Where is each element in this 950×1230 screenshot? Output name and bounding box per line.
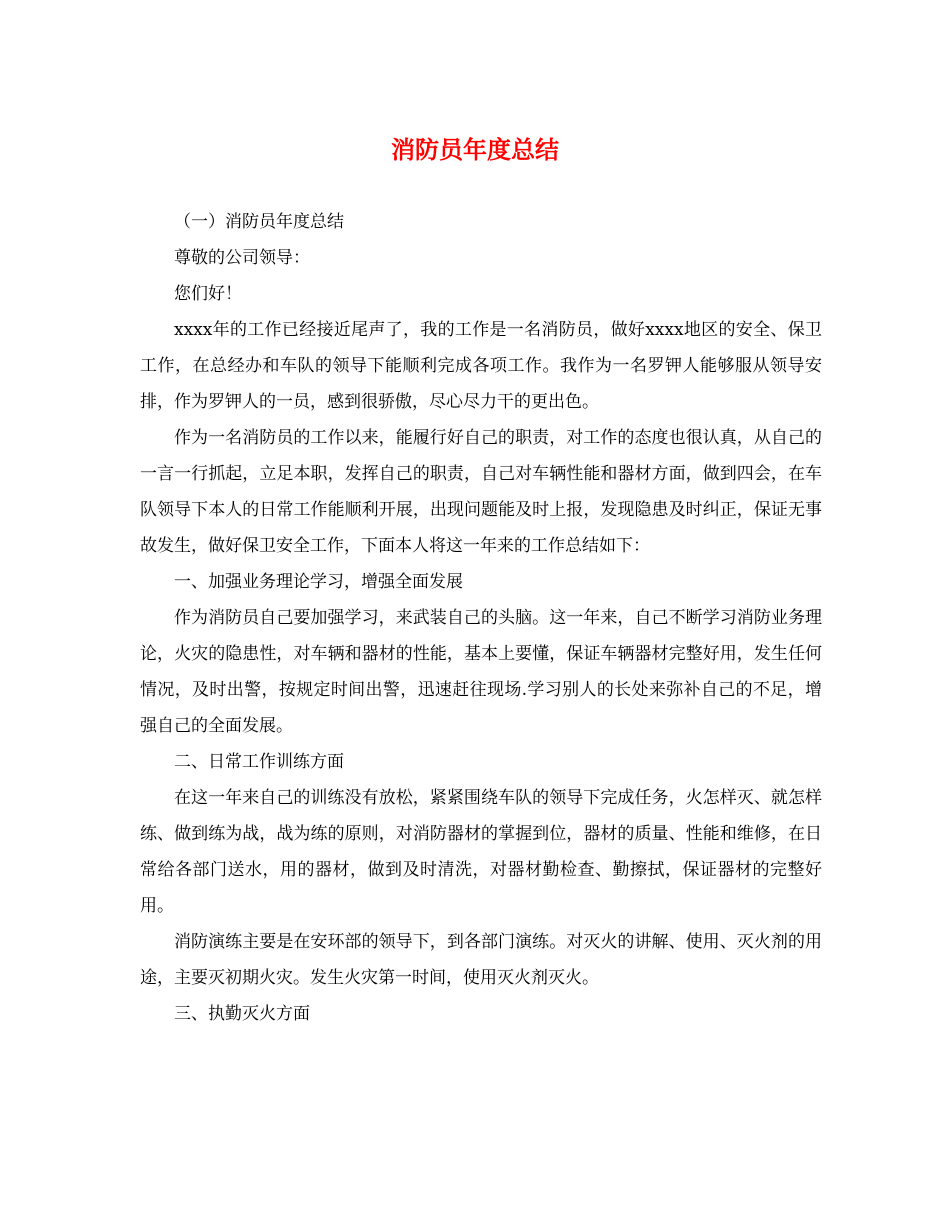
paragraph-greeting: 您们好！ bbox=[174, 284, 242, 304]
document-body bbox=[140, 204, 822, 1032]
paragraph-intro: xxxx年的工作已经接近尾声了，我的工作是一名消防员，做好xxxx地区的安全、保卫工作，在总经办和车队的领导下能顺利完成各项工作。我作为一名罗钾人能够服从领导安排，作为罗钾人的一员，感到很骄傲，尽心尽力干的更出色。 bbox=[140, 320, 822, 412]
paragraph-salutation: 尊敬的公司领导： bbox=[174, 248, 310, 268]
paragraph-study: 作为消防员自己要加强学习，来武装自己的头脑。这一年来，自己不断学习消防业务理论，火灾的隐患性，对车辆和器材的性能，基本上要懂，保证车辆器材完整好用，发生任何情况，及时出警，按规定时间出警，迅速赶往现场.学习别人的长处来弥补自己的不足，增强自己的全面发展。 bbox=[140, 608, 822, 736]
section-heading-duty: 三、执勤灭火方面 bbox=[174, 1004, 310, 1024]
paragraph-heading-1: （一）消防员年度总结 bbox=[174, 212, 344, 232]
section-heading-training: 二、日常工作训练方面 bbox=[174, 752, 344, 772]
section-heading-study: 一、加强业务理论学习，增强全面发展 bbox=[174, 572, 463, 592]
paragraph-training: 在这一年来自己的训练没有放松，紧紧围绕车队的领导下完成任务，火怎样灭、就怎样练、做到练为战，战为练的原则，对消防器材的掌握到位，器材的质量、性能和维修，在日常给各部门送水，用的器材，做到及时清洗，对器材勤检查、勤擦拭，保证器材的完整好用。 bbox=[140, 788, 822, 916]
paragraph-drills: 消防演练主要是在安环部的领导下，到各部门演练。对灭火的讲解、使用、灭火剂的用途，主要灭初期火灾。发生火灾第一时间，使用灭火剂灭火。 bbox=[140, 932, 822, 988]
paragraph-duties: 作为一名消防员的工作以来，能履行好自己的职责，对工作的态度也很认真，从自己的一言一行抓起，立足本职，发挥自己的职责，自己对车辆性能和器材方面，做到四会，在车队领导下本人的日常工作能顺利开展，出现问题能及时上报，发现隐患及时纠正，保证无事故发生，做好保卫安全工作，下面本人将这一年来的工作总结如下： bbox=[140, 428, 822, 556]
document-title: 消防员年度总结 bbox=[391, 136, 559, 164]
